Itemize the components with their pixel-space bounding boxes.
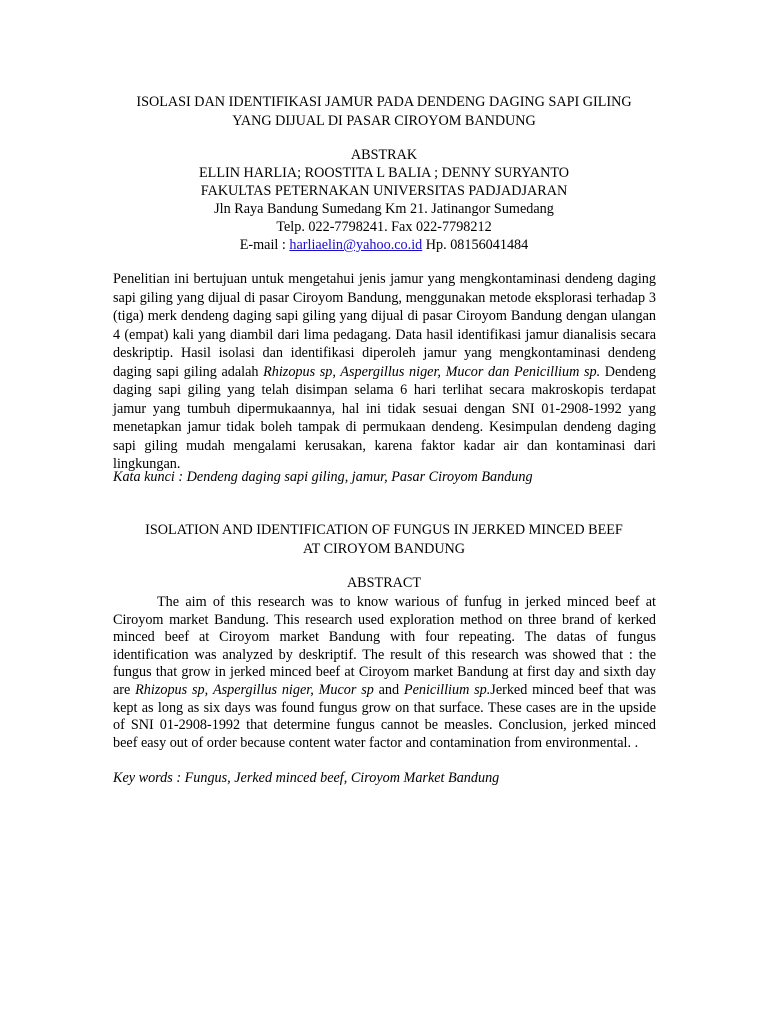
species-sep-3: and: [373, 681, 404, 698]
authors: ELLIN HARLIA; ROOSTITA L BALIA ; DENNY SURYANTO: [199, 165, 569, 181]
species-penicillium: Penicillium sp.: [403, 681, 491, 698]
indonesian-abstract-text-2: Dendeng daging sapi giling yang telah disimpan selama 6 hari terlihat secara makroskopis terdapat jamur yang tumbuh dipermukaannya, hal ini tidak sesuai dengan SNI 01-2908-1992 yang menetapkan jamur tidak boleh tampak di permukaan dendeng. Kesimpulan dendeng daging sapi giling mudah mengalami kerusakan, karena faktor kadar air dan kontaminasi dari lingkungan.: [113, 363, 656, 472]
indonesian-title-line-1: ISOLASI DAN IDENTIFIKASI JAMUR PADA DENDENG DAGING SAPI GILING: [136, 94, 632, 110]
abstrak-heading: ABSTRAK: [350, 147, 418, 163]
indonesian-abstract-species: Rhizopus sp, Aspergillus niger, Mucor dan Penicillium sp.: [263, 363, 601, 380]
phone-fax: Telp. 022-7798241. Fax 022-7798212: [276, 219, 492, 235]
english-abstract-text-1: The aim of this research was to know warious of funfug in jerked minced beef at Ciroyom market Bandung. This research used exploration method on three brand of kerked minced beef at Ciroyom market Bandung with four repeating. The datas of fungus identification was analyzed by deskriptif. The result of this research was showed that : the fungus that grow in jerked minced beef at Ciroyom market Bandung at first day and sixth day are: [113, 594, 656, 698]
english-keywords: Key words : Fungus, Jerked minced beef, Ciroyom Market Bandung: [113, 770, 500, 786]
species-mucor: Mucor sp: [318, 681, 374, 698]
english-abstract-text-2: Jerked minced beef that was kept as long as six days was found fungus grow on that surface. These cases are in the upside of SNI 01-2908-1992 that determine fungus cannot be measles. Conclusion, jerked minced beef easy out of order because content water factor and contamination from environmental. .: [113, 681, 657, 751]
faculty: FAKULTAS PETERNAKAN UNIVERSITAS PADJADJARAN: [200, 183, 568, 199]
contact-line: [0, 236, 768, 254]
address: Jln Raya Bandung Sumedang Km 21. Jatinangor Sumedang: [214, 201, 554, 217]
species-rhizopus: Rhizopus sp,: [135, 681, 209, 698]
english-abstract: [113, 594, 656, 752]
species-aspergillus: Aspergillus niger,: [212, 681, 314, 698]
indonesian-header-info: [0, 146, 768, 254]
indonesian-abstract-text-1: Penelitian ini bertujuan untuk mengetahui jenis jamur yang mengkontaminasi dendeng daging sapi giling yang dijual di pasar Ciroyom Bandung, menggunakan metode eksplorasi terhadap 3 (tiga) merk dendeng daging sapi giling yang dijual di pasar Ciroyom Bandung dengan ulangan 4 (empat) kali yang diambil dari lima pedagang. Data hasil identifikasi jamur dianalisis secara deskriptip. Hasil isolasi dan identifikasi diperoleh jamur yang mengkontaminasi dendeng daging sapi giling adalah: [113, 271, 656, 380]
indonesian-title: [0, 93, 768, 131]
english-title: [0, 521, 768, 559]
email-link[interactable]: harliaelin@yahoo.co.id: [289, 237, 423, 253]
english-title-line-1: ISOLATION AND IDENTIFICATION OF FUNGUS IN JERKED MINCED BEEF: [145, 522, 623, 538]
abstract-heading-block: [0, 574, 768, 592]
abstract-heading: ABSTRACT: [346, 575, 422, 591]
english-title-line-2: AT CIROYOM BANDUNG: [302, 541, 466, 557]
hp-number: Hp. 08156041484: [422, 237, 529, 253]
indonesian-abstract: [113, 270, 656, 474]
indonesian-title-line-2: YANG DIJUAL DI PASAR CIROYOM BANDUNG: [232, 113, 536, 129]
indonesian-keywords: Kata kunci : Dendeng daging sapi giling, jamur, Pasar Ciroyom Bandung: [113, 469, 533, 485]
email-label: E-mail :: [239, 237, 290, 253]
